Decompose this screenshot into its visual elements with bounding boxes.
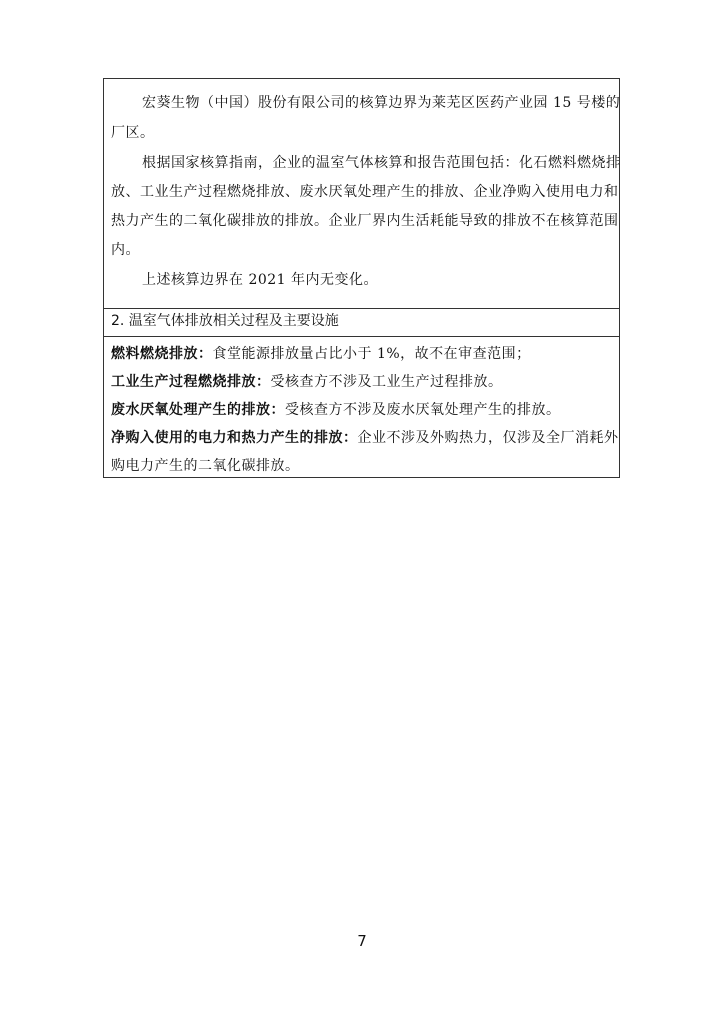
wastewater-item (111, 402, 561, 418)
item-label: 工业生产过程燃烧排放： (111, 374, 271, 390)
item-label: 废水厌氧处理产生的排放： (111, 402, 285, 418)
paragraph-2-line-4: 内。 (111, 242, 140, 258)
content-table (103, 78, 620, 478)
paragraph-2-line-2: 放、工业生产过程燃烧排放、废水厌氧处理产生的排放、企业净购入使用电力和 (111, 184, 619, 200)
fuel-combustion-item (111, 346, 531, 362)
paragraph-2-line-3: 热力产生的二氧化碳排放的排放。企业厂界内生活耗能导致的排放不在核算范围 (111, 213, 619, 229)
paragraph-3-line-1: 上述核算边界在 2021 年内无变化。 (142, 272, 379, 288)
accounting-boundary-cell (104, 79, 619, 308)
item-text: 受核查方不涉及废水厌氧处理产生的排放。 (285, 402, 561, 418)
paragraph-1-line-2: 厂区。 (111, 125, 155, 141)
item-text: 企业不涉及外购热力，仅涉及全厂消耗外 (357, 430, 619, 446)
item-text: 食堂能源排放量占比小于 1%，故不在审查范围； (212, 346, 531, 362)
purchased-power-item (111, 430, 619, 446)
industrial-process-item (111, 374, 503, 390)
section-2-header: 2. 温室气体排放相关过程及主要设施 (111, 313, 339, 329)
page-number: 7 (357, 932, 367, 950)
paragraph-2-line-1: 根据国家核算指南，企业的温室气体核算和报告范围包括：化石燃料燃烧排 (142, 155, 621, 171)
purchased-power-item-continuation: 购电力产生的二氧化碳排放。 (111, 458, 300, 474)
item-label: 燃料燃烧排放： (111, 346, 213, 362)
paragraph-1-line-1: 宏葵生物（中国）股份有限公司的核算边界为莱芜区医药产业园 15 号楼的 (142, 95, 621, 111)
item-text: 受核查方不涉及工业生产过程排放。 (270, 374, 503, 390)
item-label: 净购入使用的电力和热力产生的排放： (111, 430, 358, 446)
table-divider (104, 336, 619, 337)
section-2-header-row (104, 309, 619, 335)
